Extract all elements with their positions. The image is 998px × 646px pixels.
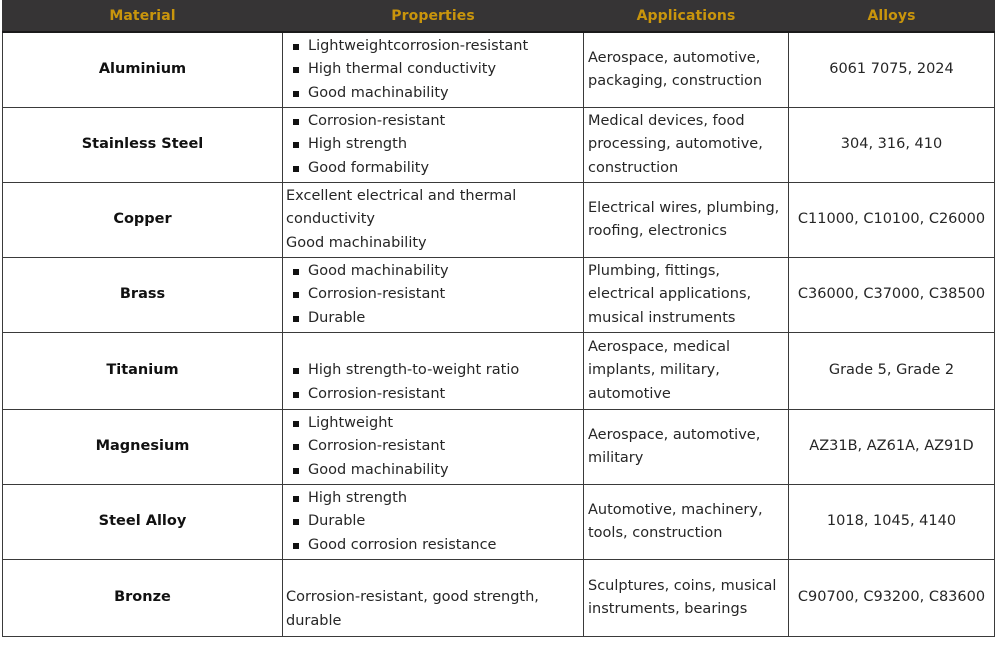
applications-cell: Automotive, machinery, tools, construction: [584, 485, 789, 560]
table-row: [3, 410, 995, 485]
property-item: Corrosion-resistant: [292, 435, 580, 459]
properties-cell: [283, 485, 584, 560]
properties-list: [292, 260, 580, 331]
alloys-cell: C36000, C37000, C38500: [789, 258, 995, 333]
property-item: Corrosion-resistant: [292, 283, 580, 307]
applications-cell: Aerospace, medical implants, military, automotive: [584, 333, 789, 410]
column-header-properties: Properties: [283, 1, 584, 33]
property-item: Lightweight: [292, 412, 580, 436]
property-item: Excellent electrical and thermal: [286, 187, 517, 204]
properties-cell: [283, 333, 584, 410]
material-cell: Aluminium: [3, 32, 283, 108]
table-row: [3, 108, 995, 183]
property-item: Good machinability: [292, 260, 580, 284]
properties-cell: [283, 32, 584, 108]
table-row: [3, 333, 995, 410]
alloys-cell: AZ31B, AZ61A, AZ91D: [789, 410, 995, 485]
alloys-cell: Grade 5, Grade 2: [789, 333, 995, 410]
properties-cell: [283, 108, 584, 183]
alloys-cell: C11000, C10100, C26000: [789, 183, 995, 258]
property-item: Good formability: [292, 157, 580, 181]
property-item: Good machinability: [292, 82, 580, 106]
material-cell: Bronze: [3, 560, 283, 637]
material-cell: Magnesium: [3, 410, 283, 485]
table-row: [3, 258, 995, 333]
alloys-cell: 6061 7075, 2024: [789, 32, 995, 108]
property-item: Good machinability: [286, 234, 427, 251]
applications-cell: Sculptures, coins, musical instruments, bearings: [584, 560, 789, 637]
applications-cell: Aerospace, automotive, military: [584, 410, 789, 485]
properties-cell: [283, 410, 584, 485]
property-item: High strength: [292, 133, 580, 157]
property-item: High thermal conductivity: [292, 58, 580, 82]
property-item: High strength: [292, 487, 580, 511]
property-item: Corrosion-resistant: [292, 110, 580, 134]
property-item: Good corrosion resistance: [292, 534, 580, 558]
material-cell: Copper: [3, 183, 283, 258]
property-item: Corrosion-resistant: [292, 383, 580, 407]
property-item-continuation: conductivity: [286, 211, 375, 228]
property-item: Durable: [292, 510, 580, 534]
properties-cell: Corrosion-resistant, good strength, durable: [283, 560, 584, 637]
column-header-applications: Applications: [584, 1, 789, 33]
properties-list: [292, 35, 580, 106]
alloys-cell: 304, 316, 410: [789, 108, 995, 183]
table-row: [3, 560, 995, 637]
column-header-alloys: Alloys: [789, 1, 995, 33]
applications-cell: Plumbing, fittings, electrical applications, musical instruments: [584, 258, 789, 333]
alloys-cell: C90700, C93200, C83600: [789, 560, 995, 637]
materials-table: [2, 0, 995, 637]
property-item: Durable: [292, 307, 580, 331]
header-row: [3, 1, 995, 33]
properties-list: [292, 110, 580, 181]
properties-cell: [283, 258, 584, 333]
property-item: High strength-to-weight ratio: [292, 359, 580, 383]
materials-table-sheet: [2, 0, 994, 637]
alloys-cell: 1018, 1045, 4140: [789, 485, 995, 560]
material-cell: Titanium: [3, 333, 283, 410]
material-cell: Steel Alloy: [3, 485, 283, 560]
table-row: [3, 32, 995, 108]
property-item: Lightweightcorrosion-resistant: [292, 35, 580, 59]
table-row: [3, 485, 995, 560]
properties-list: [292, 487, 580, 558]
applications-cell: Aerospace, automotive, packaging, construction: [584, 32, 789, 108]
column-header-material: Material: [3, 1, 283, 33]
property-item: Good machinability: [292, 459, 580, 483]
table-row: [3, 183, 995, 258]
material-cell: Stainless Steel: [3, 108, 283, 183]
material-cell: Brass: [3, 258, 283, 333]
properties-list: [292, 412, 580, 483]
applications-cell: Electrical wires, plumbing, roofing, electronics: [584, 183, 789, 258]
properties-list: [292, 359, 580, 406]
applications-cell: Medical devices, food processing, automotive, construction: [584, 108, 789, 183]
properties-cell: [283, 183, 584, 258]
